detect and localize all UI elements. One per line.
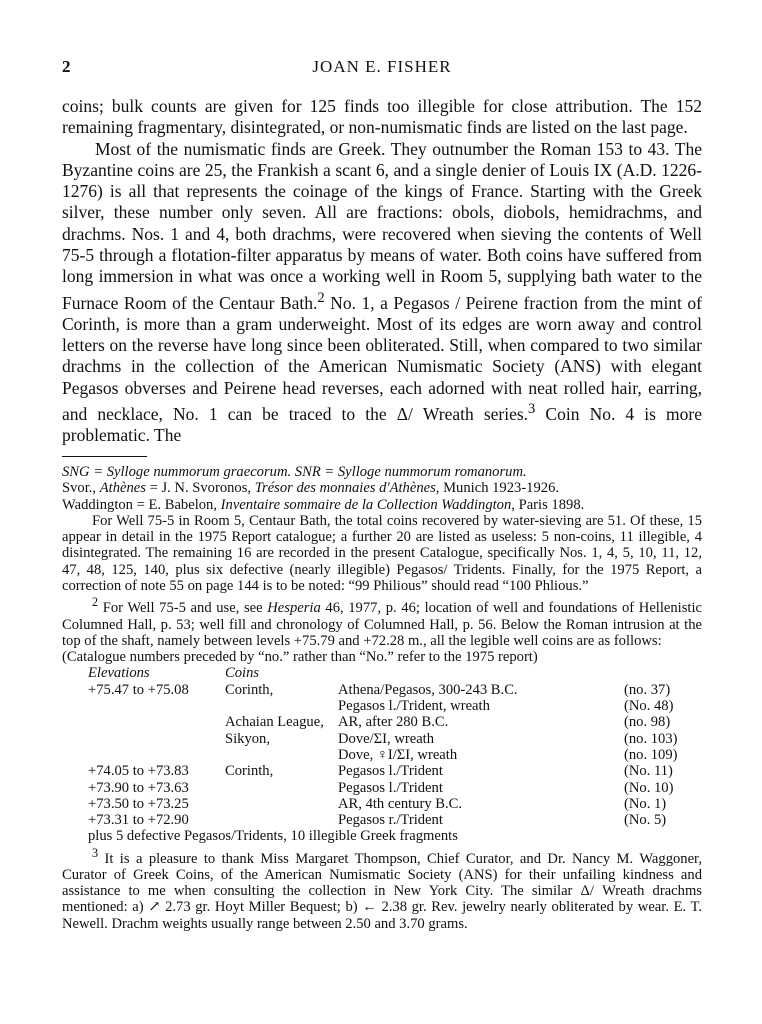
paragraph-2: Most of the numismatic finds are Greek. They outnumber the Roman 153 to 43. The Byzantine coins are 25, the Frankish a scant 6, and a single denier of Louis IX (A.D. 1226-1276) is all that represents the coinage of the kings of France. Starting with the Greek silver, these number only seven. All are fractions: obols, diobols, hemidrachms, and drachms. Nos. 1 and 4, both drachms, were recovered when sieving the contents of Well 75-5 through a flotation-filter apparatus by means of water. Both coins have suffered from long immersion in what was once a working well in Room 5, supplying bath water to the Furnace Room of the Centaur Bath.$^2$ No. 1, a Pegasos / Peirene fraction from the mint of Corinth, is more than a gram underweight. Most of its edges are worn away and control letters on the reverse have long since been obliterated. Still, when compared to two similar drachms in the collection of the American Numismatic Society (ANS) with elegant Pegasos obverses and Peirene head reverses, each adorned with neat rolled hair, earring, and necklace, No. 1 can be traced to the Δ/ Wreath series.$^3$ Coin No. 4 is more problematic. The — [62, 138, 702, 446]
footnote-1: For Well 75-5 in Room 5, Centaur Bath, the total coins recovered by water-sieving are 51. Of these, 15 appear in detail in the 1975 Report catalogue; a further 20 are listed as useless: 5 non-coins, 11 illegible, 4 disintegrated. The remaining 16 are recorded in the present Catalogue, specifically Nos. 1, 4, 5, 10, 11, 12, 47, 48, 125, 140, plus six defective (nearly illegible) Pegasos/ Tridents. Finally, for the 1975 Report, a correction of note 55 on page 144 is to be noted: “99 Philious” should read “100 Phlious.” — [62, 512, 702, 595]
table-footer-row: plus 5 defective Pegasos/Tridents, 10 illegible Greek fragments — [88, 828, 458, 845]
elevations-header: Elevations — [88, 665, 150, 682]
running-title: JOAN E. FISHER — [312, 57, 452, 76]
paragraph-1: coins; bulk counts are given for 125 finds too illegible for close attribution. The 152 remaining fragmentary, disintegrated, or non-numismatic finds are listed on the last page. — [62, 96, 702, 138]
table-row: Sikyon, Dove/ΣI, wreath (no. 103) — [225, 730, 678, 747]
body-text — [62, 96, 702, 446]
page-number: 2 — [62, 57, 71, 76]
table-row: Achaian League, AR, after 280 B.C. (no. 98) — [225, 714, 671, 731]
table-row: +73.50 to +73.25 AR, 4th century B.C. (No. 1) — [88, 795, 667, 812]
page-header — [62, 57, 702, 79]
well-coins-table — [88, 665, 698, 844]
table-row: Pegasos l./Trident, wreath (No. 48) — [338, 698, 674, 715]
table-row: Dove, ♀I/ΣI, wreath (no. 109) — [338, 746, 678, 763]
table-row: +75.47 to +75.08 Corinth, Athena/Pegasos, 300-243 B.C. (no. 37) — [88, 681, 671, 698]
footnotes — [62, 464, 702, 932]
table-row: +73.31 to +72.90 Pegasos r./Trident (No. 5) — [88, 812, 667, 829]
table-row: +73.90 to +73.63 Pegasos l./Trident (No. 10) — [88, 779, 674, 796]
footnote-ref-3: 3 — [528, 400, 536, 417]
table-note: (Catalogue numbers preceded by “no.” rather than “No.” refer to the 1975 report) — [62, 649, 538, 666]
abbreviation-waddington: Waddington = E. Babelon, Inventaire sommaire de la Collection Waddington, Paris 1898. — [62, 496, 585, 513]
footnote-ref-2: 2 — [317, 289, 325, 306]
coins-header: Coins — [225, 665, 260, 682]
abbreviation-svoronos: Svor., Athènes = J. N. Svoronos, Trésor des monnaies d'Athènes, Munich 1923-1926. — [62, 480, 560, 497]
footnote-2: $^2$ For Well 75-5 and use, see Hesperia 46, 1977, p. 46; location of well and foundations of Hellenistic Columned Hall, p. 53; well fill and chronology of Columned Hall, p. 56. Below the Roman intrusion at the top of the shaft, namely between levels +75.79 and +72.28 m., all the legible well coins are as follows: — [62, 595, 702, 649]
footnote-rule — [62, 456, 147, 457]
abbreviation-sng: SNG = Sylloge nummorum graecorum. SNR = Sylloge nummorum romanorum. — [62, 464, 527, 480]
table-header — [88, 665, 698, 681]
footnote-3: $^3$ It is a pleasure to thank Miss Margaret Thompson, Chief Curator, and Dr. Nancy M. Waggoner, Curator of Greek Coins, of the American Numismatic Society (ANS) for their unfailing kindness and assistance to me when consulting the collection in New York City. The similar Δ/ Wreath drachms mentioned: a) ↗ 2.73 gr. Hoyt Miller Bequest; b) ← 2.38 gr. Rev. jewelry nearly obliterated by wear. E. T. Newell. Drachm weights usually range between 2.50 and 3.70 grams. — [62, 845, 702, 932]
table-row: +74.05 to +73.83 Corinth, Pegasos l./Trident (No. 11) — [88, 763, 673, 780]
